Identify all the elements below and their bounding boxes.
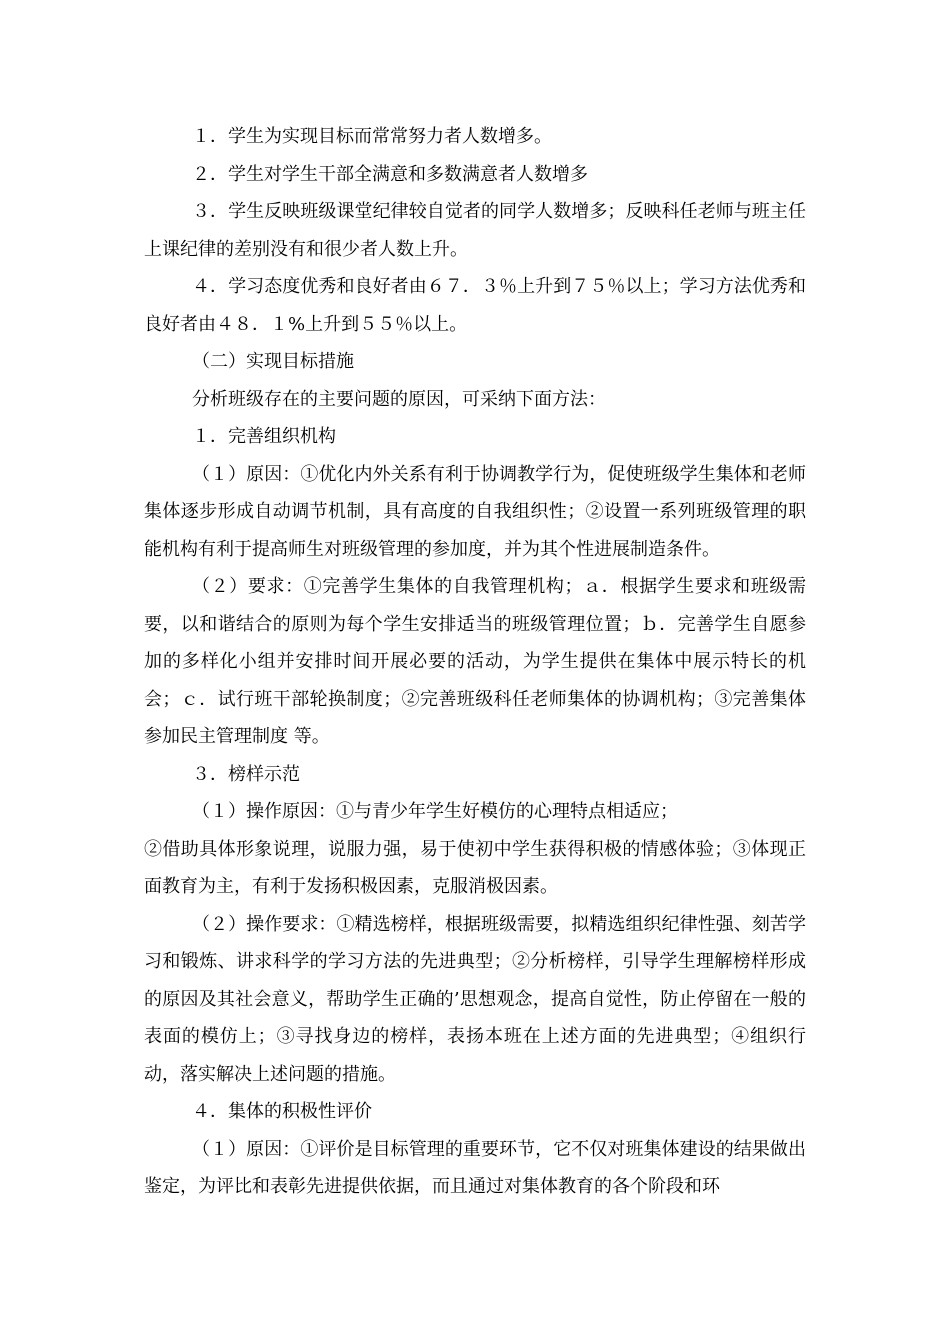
- paragraph-organization-reason: （１）原因：①优化内外关系有利于协调教学行为，促使班级学生集体和老师集体逐步形成自动调节机制，具有高度的自我组织性；②设置一系列班级管理的职能机构有利于提高师生对班级管理的参加度，并为其个性进展制造条件。: [144, 463, 806, 560]
- paragraph-evaluation-reason: （１）原因：①评价是目标管理的重要环节，它不仅对班集体建设的结果做出鉴定，为评比和表彰先进提供依据，而且通过对集体教育的各个阶段和环: [144, 1138, 806, 1197]
- subheading-organization: １．完善组织机构: [192, 426, 336, 447]
- paragraph-role-model-reason-cont: ②借助具体形象说理，说服力强，易于使初中学生获得积极的情感体验；③体现正面教育为主，有利于发扬积极因素，克服消极因素。: [144, 838, 806, 897]
- paragraph-role-model-reason: （１）操作原因：①与青少年学生好模仿的心理特点相适应；: [192, 801, 678, 822]
- paragraph-goal-1: １．学生为实现目标而常常努力者人数增多。: [192, 126, 552, 147]
- document-page: [144, 118, 806, 1206]
- paragraph-goal-2: ２．学生对学生干部全满意和多数满意者人数增多: [192, 163, 588, 185]
- paragraph-goal-4: ４．学习态度优秀和良好者由６７．３％上升到７５％以上；学习方法优秀和良好者由４８．１%上升到５５％以上。: [144, 276, 806, 335]
- section-heading-measures: （二）实现目标措施: [192, 351, 354, 372]
- subheading-role-model: ３．榜样示范: [192, 763, 300, 785]
- paragraph-role-model-requirements: （２）操作要求：①精选榜样，根据班级需要，拟精选组织纪律性强、刻苦学习和锻炼、讲求科学的学习方法的先进典型；②分析榜样，引导学生理解榜样形成的原因及其社会意义，帮助学生正确的’思想观念，提高自觉性，防止停留在一般的表面的模仿上；③寻找身边的榜样，表扬本班在上述方面的先进典型；④组织行动，落实解决上述问题的措施。: [144, 913, 806, 1085]
- paragraph-goal-3: ３．学生反映班级课堂纪律较自觉者的同学人数增多；反映科任老师与班主任上课纪律的差别没有和很少者人数上升。: [144, 201, 806, 260]
- subheading-collective-evaluation: ４．集体的积极性评价: [192, 1101, 372, 1122]
- paragraph-intro-methods: 分析班级存在的主要问题的原因，可采纳下面方法：: [192, 388, 606, 410]
- paragraph-organization-requirements: （２）要求：①完善学生集体的自我管理机构；ａ．根据学生要求和班级需要，以和谐结合的原则为每个学生安排适当的班级管理位置；ｂ．完善学生自愿参加的多样化小组并安排时间开展必要的活动，为学生提供在集体中展示特长的机会；ｃ．试行班干部轮换制度；②完善班级科任老师集体的协调机构；③完善集体参加民主管理制度 等。: [144, 576, 806, 747]
